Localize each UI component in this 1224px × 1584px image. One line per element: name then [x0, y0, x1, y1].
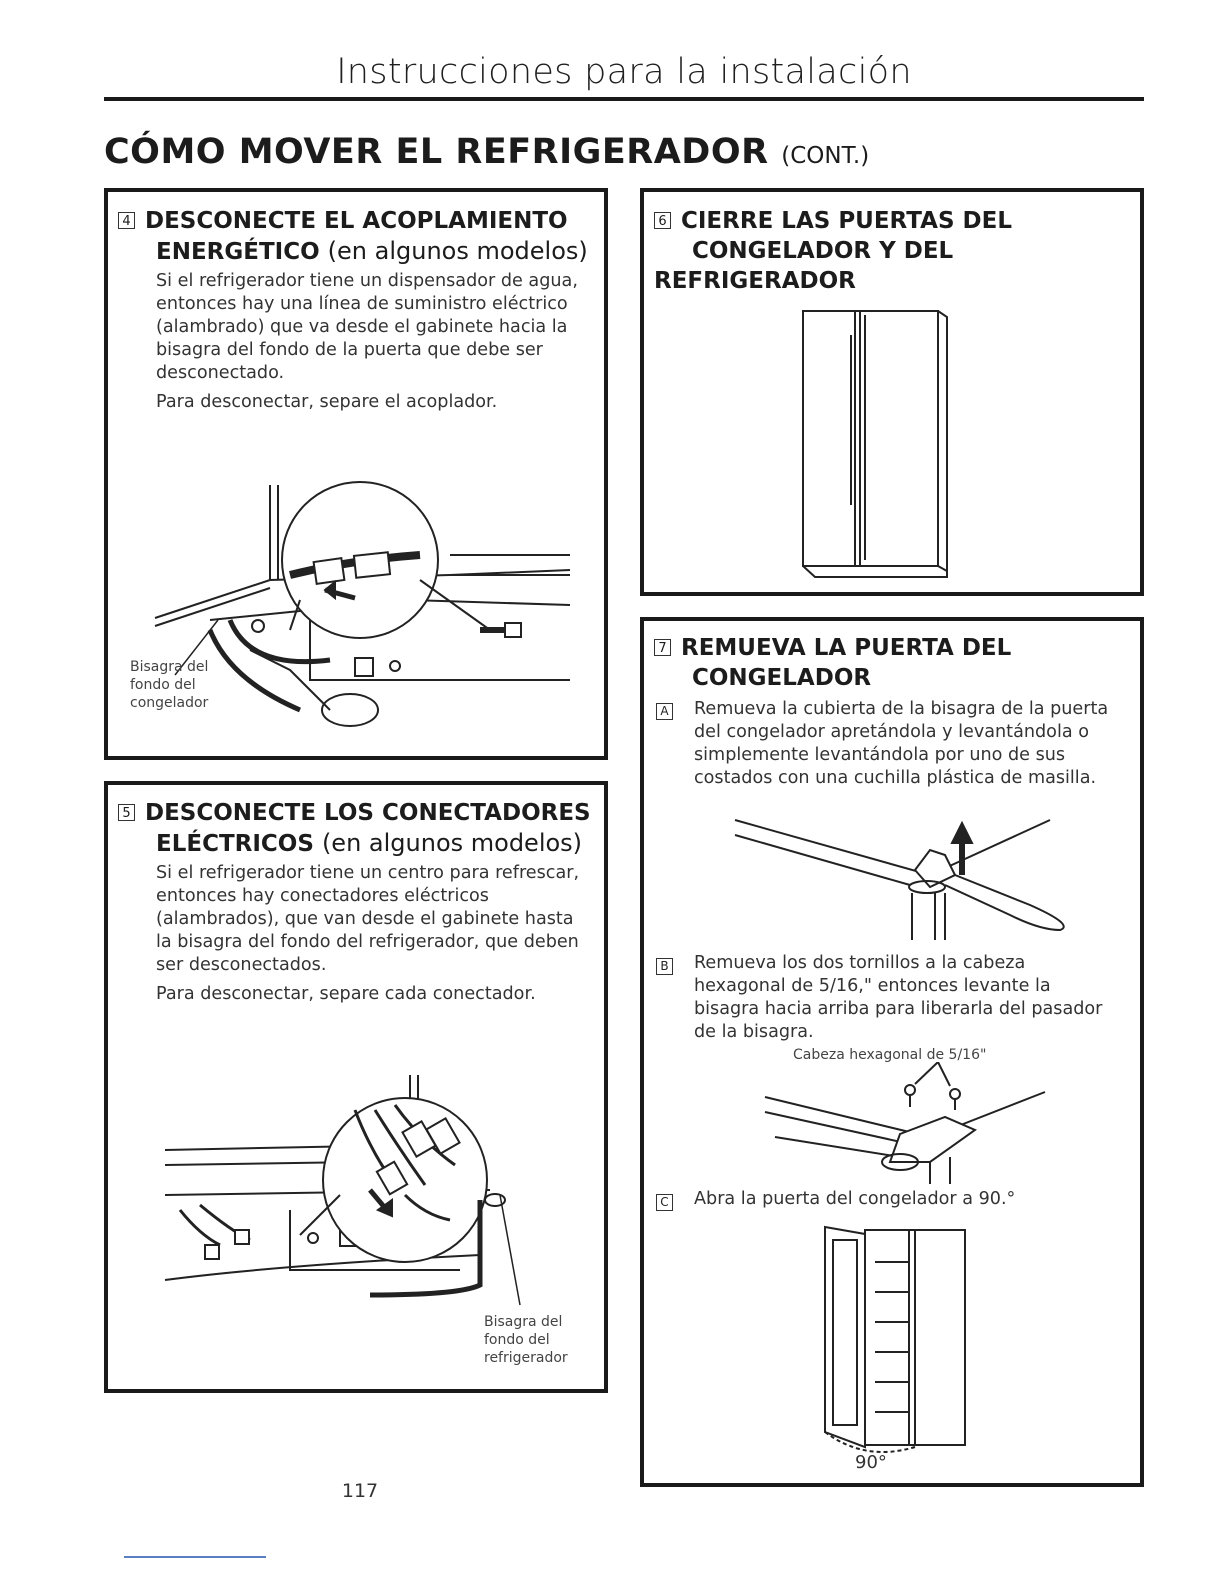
step-4-body — [156, 270, 586, 420]
step-5-title-line1: DESCONECTE LOS CONECTADORES — [145, 800, 591, 826]
step-7-title-line1: REMUEVA LA PUERTA DEL — [681, 635, 1012, 661]
step-7-b-illustration — [760, 1062, 1060, 1187]
section-title-text: CÓMO MOVER EL REFRIGERADOR — [104, 132, 769, 172]
footer-link-line — [124, 1556, 266, 1558]
step-7-c-illustration — [805, 1222, 975, 1457]
step-7-c-letter: C — [656, 1194, 673, 1211]
step-7-c-angle-label: 90° — [855, 1452, 887, 1473]
step-7-number: 7 — [654, 639, 671, 656]
step-6-fridge-illustration — [795, 305, 965, 585]
page-number: 117 — [341, 1480, 379, 1502]
step-5-para-1: Si el refrigerador tiene un centro para refrescar, entonces hay conectadores eléctricos (alambrados), que van desde el gabinete hasta la bisagra del fondo del refrigerador, que deben ser desconectados. — [156, 863, 580, 975]
step-5-illustration — [160, 1070, 540, 1320]
step-7-b-caption: Cabeza hexagonal de 5/16" — [793, 1047, 987, 1063]
step-5-body — [156, 862, 586, 1012]
step-4-title — [118, 206, 598, 267]
step-4-para-2: Para desconectar, separe el acoplador. — [156, 392, 498, 412]
step-5-para-2: Para desconectar, separe cada conectador. — [156, 984, 536, 1004]
header-rule — [104, 97, 1144, 101]
step-5-title-light: (en algunos modelos) — [321, 829, 583, 857]
step-7-c-text: Abra la puerta del congelador a 90.° — [694, 1189, 1016, 1209]
step-5-title-line2: ELÉCTRICOS — [156, 831, 314, 857]
step-7-a-text: Remueva la cubierta de la bisagra de la puerta del congelador apretándola y levantándola o simplemente levantándola por uno de sus costados con una cuchilla plástica de masilla. — [694, 699, 1109, 788]
step-5-number: 5 — [118, 804, 135, 821]
step-6-title-line1: CIERRE LAS PUERTAS DEL — [681, 208, 1012, 234]
step-5-title — [118, 798, 598, 859]
page-header-title: Instrucciones para la instalación — [336, 52, 912, 92]
step-7-a-illustration — [730, 815, 1080, 945]
step-4-number: 4 — [118, 212, 135, 229]
step-7-b-text: Remueva los dos tornillos a la cabeza hexagonal de 5/16," entonces levante la bisagra hacia arriba para liberarla del pasador de la bisagra. — [694, 953, 1103, 1042]
step-4-caption: Bisagra del fondo del congelador — [130, 659, 209, 711]
step-5-caption: Bisagra del fondo del refrigerador — [484, 1314, 568, 1366]
section-title — [104, 132, 869, 172]
step-6-title — [654, 206, 1134, 296]
step-4-para-1: Si el refrigerador tiene un dispensador de agua, entonces hay una línea de suministro eléctrico (alambrado) que va desde el gabinete hacia la bisagra del fondo de la puerta que debe ser desconectado. — [156, 271, 578, 383]
step-7-title — [654, 633, 1134, 693]
step-7-a-letter: A — [656, 703, 673, 720]
step-7-b-letter: B — [656, 958, 673, 975]
section-cont-label: (CONT.) — [781, 143, 870, 169]
step-7-title-line2: CONGELADOR — [692, 665, 872, 691]
step-6-number: 6 — [654, 212, 671, 229]
step-4-title-line2: ENERGÉTICO — [156, 239, 320, 265]
step-6-title-line2: CONGELADOR Y DEL REFRIGERADOR — [654, 238, 954, 294]
step-4-title-line1: DESCONECTE EL ACOPLAMIENTO — [145, 208, 568, 234]
step-4-title-light: (en algunos modelos) — [327, 237, 588, 265]
